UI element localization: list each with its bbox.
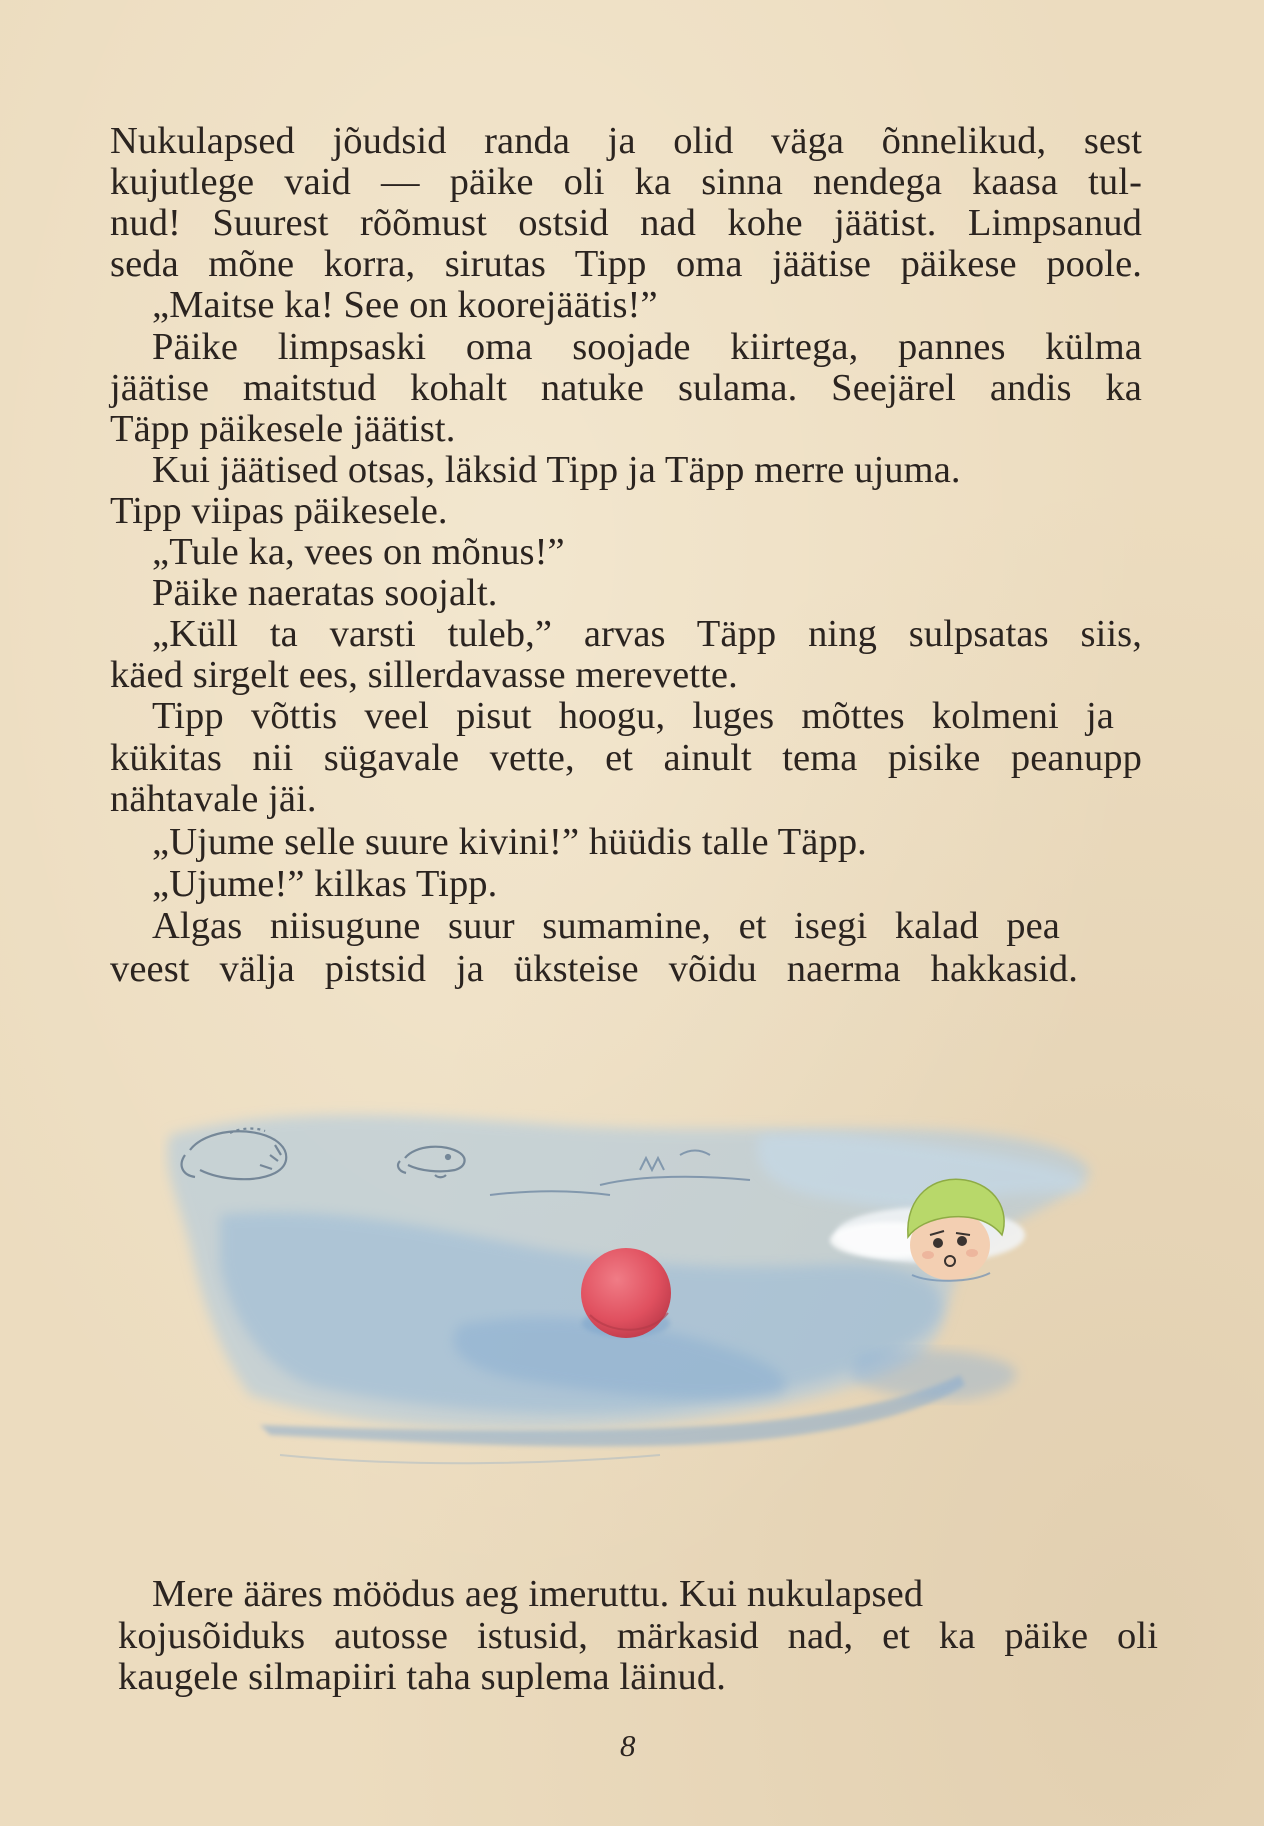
text-line: kükitas nii sügavale vette, et ainult tema pisike peanupp <box>110 737 1142 779</box>
text-line: Kui jäätised otsas, läksid Tipp ja Täpp merre ujuma. <box>152 449 961 491</box>
text-line: Algas niisugune suur sumamine, et isegi kalad pea <box>152 905 1060 947</box>
text-line: seda mõne korra, sirutas Tipp oma jäätise päikese poole. <box>110 243 1142 285</box>
red-ball <box>581 1248 671 1338</box>
text-line: „Ujume!” kilkas Tipp. <box>152 863 498 905</box>
text-line: Tipp viipas päikesele. <box>110 490 448 532</box>
text-line: nud! Suurest rõõmust ostsid nad kohe jäätist. Limpsanud <box>110 202 1142 244</box>
text-line: Päike limpsaski oma soojade kiirtega, pannes külma <box>152 326 1142 368</box>
text-line: Tipp võttis veel pisut hoogu, luges mõttes kolmeni ja <box>152 695 1114 737</box>
text-line: „Maitse ka! See on koorejäätis!” <box>152 284 658 326</box>
text-line: veest välja pistsid ja üksteise võidu naerma hakkasid. <box>110 948 1078 990</box>
text-line: jäätise maitstud kohalt natuke sulama. Seejärel andis ka <box>110 367 1142 409</box>
text-line: kujutlege vaid — päike oli ka sinna nendega kaasa tul- <box>110 161 1142 203</box>
text-line: kojusõiduks autosse istusid, märkasid nad, et ka päike oli <box>118 1615 1158 1657</box>
text-line: „Ujume selle suure kivini!” hüüdis talle Täpp. <box>152 821 867 863</box>
text-line: Päike naeratas soojalt. <box>152 572 498 614</box>
text-line: Nukulapsed jõudsid randa ja olid väga õnnelikud, sest <box>110 120 1142 162</box>
text-line: kaugele silmapiiri taha suplema läinud. <box>118 1656 726 1698</box>
text-line: nähtavale jäi. <box>110 778 317 820</box>
text-line: Mere ääres möödus aeg imeruttu. Kui nukulapsed <box>152 1573 924 1615</box>
swimming-illustration <box>160 1095 1110 1475</box>
text-line: Täpp päikesele jäätist. <box>110 408 456 450</box>
text-line: „Tule ka, vees on mõnus!” <box>152 531 565 573</box>
text-line: käed sirgelt ees, sillerdavasse merevette. <box>110 654 738 696</box>
text-line: „Küll ta varsti tuleb,” arvas Täpp ning sulpsatas siis, <box>152 613 1142 655</box>
page-number: 8 <box>620 1728 636 1763</box>
